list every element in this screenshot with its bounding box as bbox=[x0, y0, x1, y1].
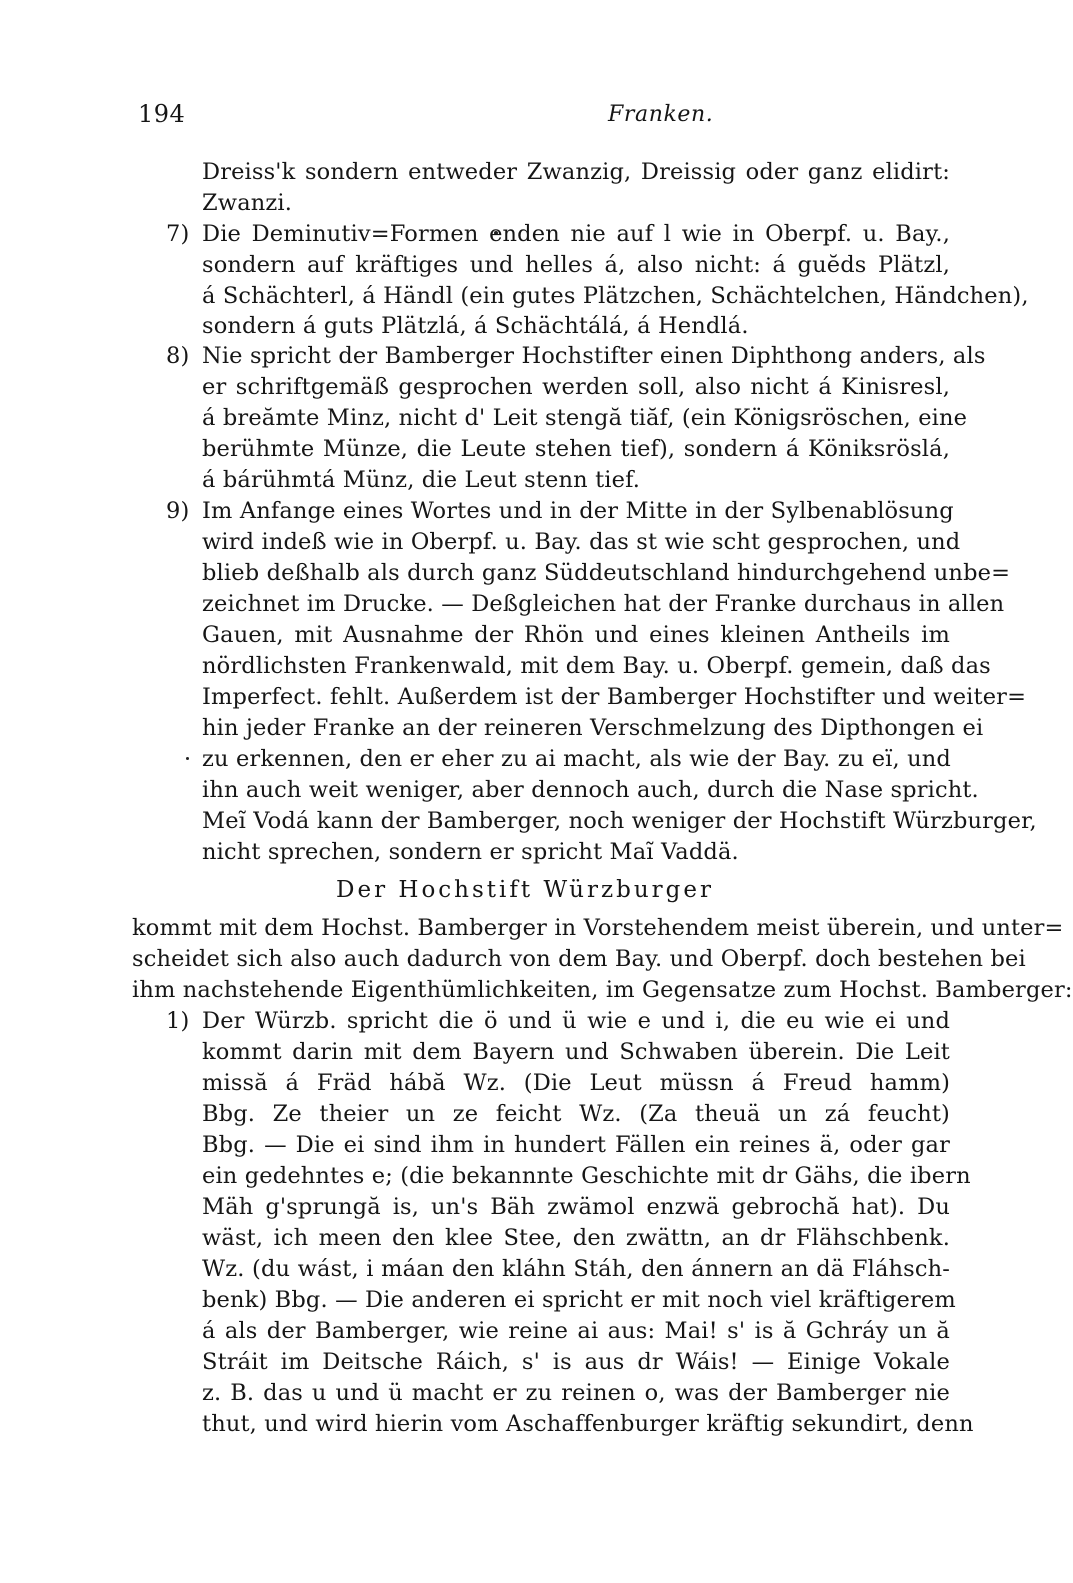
text-line: nördlichsten Frankenwald, mit dem Bay. u. Oberpf. gemein, daß das bbox=[202, 653, 991, 679]
page-header bbox=[138, 100, 950, 136]
running-title: Franken. bbox=[608, 102, 714, 127]
text-line: Gauen, mit Ausnahme der Rhön und eines kleinen Antheils im bbox=[202, 622, 950, 648]
text-line: Imperfect. fehlt. Außerdem ist der Bamberger Hochstifter und weiter= bbox=[202, 684, 1027, 710]
text-line: Nie spricht der Bamberger Hochstifter einen Diphthong anders, als bbox=[202, 343, 986, 369]
item-number: 8) bbox=[166, 343, 190, 369]
text-line: blieb deßhalb als durch ganz Süddeutschland hindurchgehend unbe= bbox=[202, 560, 1011, 586]
text-line: Meĩ Vodá kann der Bamberger, noch weniger der Hochstift Würzburger, bbox=[202, 808, 1037, 834]
text-line: er schriftgemäß gesprochen werden soll, also nicht á Kinisresl, bbox=[202, 374, 950, 400]
text-line: ihn auch weit weniger, aber dennoch auch, durch die Nase spricht. bbox=[202, 777, 979, 803]
page-number: 194 bbox=[138, 100, 186, 128]
text-line: Dreiss'k sondern entweder Zwanzig, Dreissig oder ganz elidirt: bbox=[202, 159, 950, 185]
text-line: benk) Bbg. — Die anderen ei spricht er mit noch viel kräftigerem bbox=[202, 1287, 956, 1313]
text-line: Zwanzi. bbox=[202, 190, 293, 216]
item-number: 7) bbox=[166, 221, 190, 247]
item-number: 9) bbox=[166, 498, 190, 524]
text-line: á Schächterl, á Händl (ein gutes Plätzchen, Schächtelchen, Händchen), bbox=[202, 283, 1029, 309]
text-line: zu erkennen, den er eher zu ai macht, als wie der Bay. zu eï, und bbox=[202, 746, 951, 772]
text-line: Wz. (du wást, i máan den kláhn Stáh, den ánnern an dä Fláhsch- bbox=[202, 1256, 950, 1282]
text-line: scheidet sich also auch dadurch von dem Bay. und Oberpf. doch bestehen bei bbox=[132, 946, 1026, 972]
text-line: hin jeder Franke an der reineren Verschmelzung des Dipthongen ei bbox=[202, 715, 984, 741]
text-line: á breămte Minz, nicht d' Leit stengă tiăf, (ein Königsröschen, eine bbox=[202, 405, 968, 431]
text-line: ihm nachstehende Eigenthümlichkeiten, im Gegensatze zum Hochst. Bamberger: bbox=[132, 977, 1073, 1003]
section-heading: Der Hochstift Würzburger bbox=[336, 877, 714, 903]
text-line: berühmte Münze, die Leute stehen tief), sondern á Köniksröslá, bbox=[202, 436, 950, 462]
text-line: kommt darin mit dem Bayern und Schwaben überein. Die Leit bbox=[202, 1039, 950, 1065]
text-line: Stráit im Deitsche Ráich, s' is aus dr Wáis! — Einige Vokale bbox=[202, 1349, 950, 1375]
text-line: Bbg. — Die ei sind ihm in hundert Fällen ein reines ä, oder gar bbox=[202, 1132, 950, 1158]
text-line: thut, und wird hierin vom Aschaffenburger kräftig sekundirt, denn bbox=[202, 1411, 974, 1437]
text-line: sondern auf kräftiges und helles á, also nicht: á guĕds Plätzl, bbox=[202, 252, 950, 278]
text-line: wird indeß wie in Oberpf. u. Bay. das st wie scht gesprochen, und bbox=[202, 529, 961, 555]
print-speck bbox=[186, 757, 189, 760]
text-line: ein gedehntes e; (die bekannnte Geschichte mit dr Gähs, die ibern bbox=[202, 1163, 971, 1189]
text-line: nicht sprechen, sondern er spricht Maĩ Vaddä. bbox=[202, 839, 739, 865]
text-line: kommt mit dem Hochst. Bamberger in Vorstehendem meist überein, und unter= bbox=[132, 915, 1064, 941]
text-line: á bárühmtá Münz, die Leut stenn tief. bbox=[202, 467, 641, 493]
text-line: wäst, ich meen den klee Stee, den zwättn, an dr Flähschbenk. bbox=[202, 1225, 950, 1251]
text-line: Die Deminutiv=Formen enden nie auf l wie in Oberpf. u. Bay., bbox=[202, 221, 950, 247]
text-line: zeichnet im Drucke. — Deßgleichen hat der Franke durchaus in allen bbox=[202, 591, 1005, 617]
text-line: á als der Bamberger, wie reine ai aus: Mai! s' is ă Gchráy un ă bbox=[202, 1318, 950, 1344]
text-line: missă á Fräd hábă Wz. (Die Leut müssn á Freud hamm) bbox=[202, 1070, 950, 1096]
text-line: z. B. das u und ü macht er zu reinen o, was der Bamberger nie bbox=[202, 1380, 950, 1406]
text-line: Im Anfange eines Wortes und in der Mitte in der Sylbenablösung bbox=[202, 498, 954, 524]
text-line: sondern á guts Plätzlá, á Schächtálá, á Hendlá. bbox=[202, 313, 749, 339]
text-line: Der Würzb. spricht die ö und ü wie e und i, die eu wie ei und bbox=[202, 1008, 950, 1034]
item-number: 1) bbox=[166, 1008, 190, 1034]
text-line: Mäh g'sprungă is, un's Bäh zwämol enzwä gebrochă hat). Du bbox=[202, 1194, 950, 1220]
text-line: Bbg. Ze theier un ze feicht Wz. (Za theuä un zá feucht) bbox=[202, 1101, 950, 1127]
